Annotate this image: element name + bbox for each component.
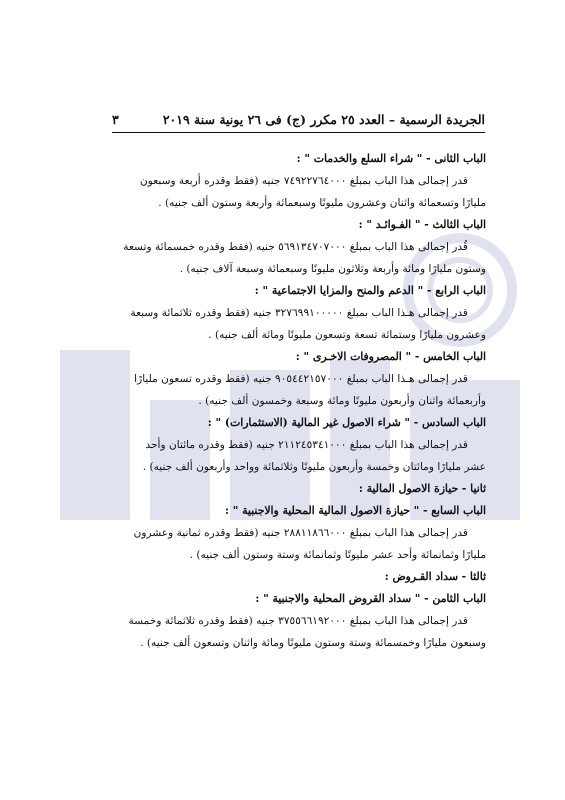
section-line: وستون مليارًا ومائة وأربعة وثلاثون مليونًا وسبعمائة وسبعة آلاف جنيه) . — [179, 263, 486, 275]
section-title: الباب السابع - " حيازة الاصول المالية المحلية والاجنبية " : — [225, 504, 486, 517]
part-heading: ثانيا - حيازة الاصول المالية : — [358, 482, 486, 495]
section — [106, 566, 486, 654]
section-line: قدر إجمالى هذا الباب بمبلغ ٧٤٩٢٢٧٦٤٠٠٠ جنيه (فقط وقدره أربعة وسبعون — [140, 175, 468, 187]
section-line: وأربعمائة واثنان وأربعون مليونًا ومائة وسبعة وخمسون ألف جنيه) . — [198, 395, 486, 407]
section — [106, 412, 486, 478]
document-body — [106, 148, 486, 654]
section — [106, 478, 486, 566]
section-line: قدر إجمالى هذا الباب بمبلغ ٢١١٢٤٥٣٤١٠٠٠ جنيه (فقط وقدره مائتان وأحد — [145, 439, 468, 451]
section-title: الباب الثانى - " شراء السلع والخدمات " : — [296, 152, 486, 165]
section — [106, 148, 486, 214]
page-header — [112, 108, 485, 130]
section-title: الباب السادس - " شراء الاصول غير المالية (الاستثمارات) " : — [207, 416, 486, 429]
header-title: الجريدة الرسمية – العدد ٢٥ مكرر (ج) فى ٢٦ يونية سنة ٢٠١٩ — [162, 111, 485, 127]
section-title: الباب الخامس - " المصروفات الاخـرى " : — [295, 350, 486, 363]
section-line: وعشرون مليارًا وستمائة تسعة وتسعون مليونًا ومائة ألف جنيه) . — [208, 329, 486, 341]
section — [106, 346, 486, 412]
section-line: قدر إجمالى هـذا الباب بمبلغ ٩٠٥٤٤٢١٥٧٠٠٠ جنيه (فقط وقدره تسعون مليارًا — [134, 373, 468, 385]
section-title: الباب الثالث - " الفـوائـد " : — [358, 218, 486, 231]
page-number: ٣ — [112, 111, 119, 127]
section-line: قدر إجمالى هـذا الباب بمبلغ ٣٢٧٦٩٩١٠٠٠٠٠ جنيه (فقط وقدره ثلاثمائة وسبعة — [130, 307, 468, 319]
section-line: مليارًا وتسعمائة واثنان وعشرون مليونًا وسبعمائة وأربعة وستون ألف جنيه) . — [158, 197, 486, 209]
part-heading: ثالثا - سداد القـروض : — [384, 570, 486, 583]
section-line: قُدر إجمالى هذا الباب بمبلغ ٥٦٩١٣٤٧٠٧٠٠٠ جنيه (فقط وقدره خمسمائة وتسعة — [123, 241, 468, 253]
section — [106, 280, 486, 346]
header-divider — [112, 132, 485, 133]
section-line: عشر مليارًا ومائتان وخمسة وأربعون مليونًا وثلاثمائة وواحد وأربعون ألف جنيه) . — [142, 461, 486, 473]
section-title: الباب الثامن - " سداد القروض المحلية والاجنبية " : — [255, 592, 486, 605]
section-title: الباب الرابع - " الدعم والمنح والمزايا الاجتماعية " : — [254, 284, 486, 297]
section — [106, 214, 486, 280]
section-line: قدر إجمالى هذا الباب بمبلغ ٢٨٨١١٨٦٦٠٠٠ جنيه (فقط وقدره ثمانية وعشرون — [133, 527, 468, 539]
section-line: قدر إجمالى هذا الباب بمبلغ ٣٧٥٥٦٦١٩٢٠٠٠ جنيه (فقط وقدره ثلاثمائة وخمسة — [128, 615, 468, 627]
section-line: مليارًا وثمانمائة وأحد عشر مليونًا وثمانمائة وستة وستون ألف جنيه) . — [189, 549, 486, 561]
section-line: وسبعون مليارًا وخمسمائة وستة وستون مليونًا ومائة واثنان وتسعون ألف جنيه) . — [140, 637, 486, 649]
